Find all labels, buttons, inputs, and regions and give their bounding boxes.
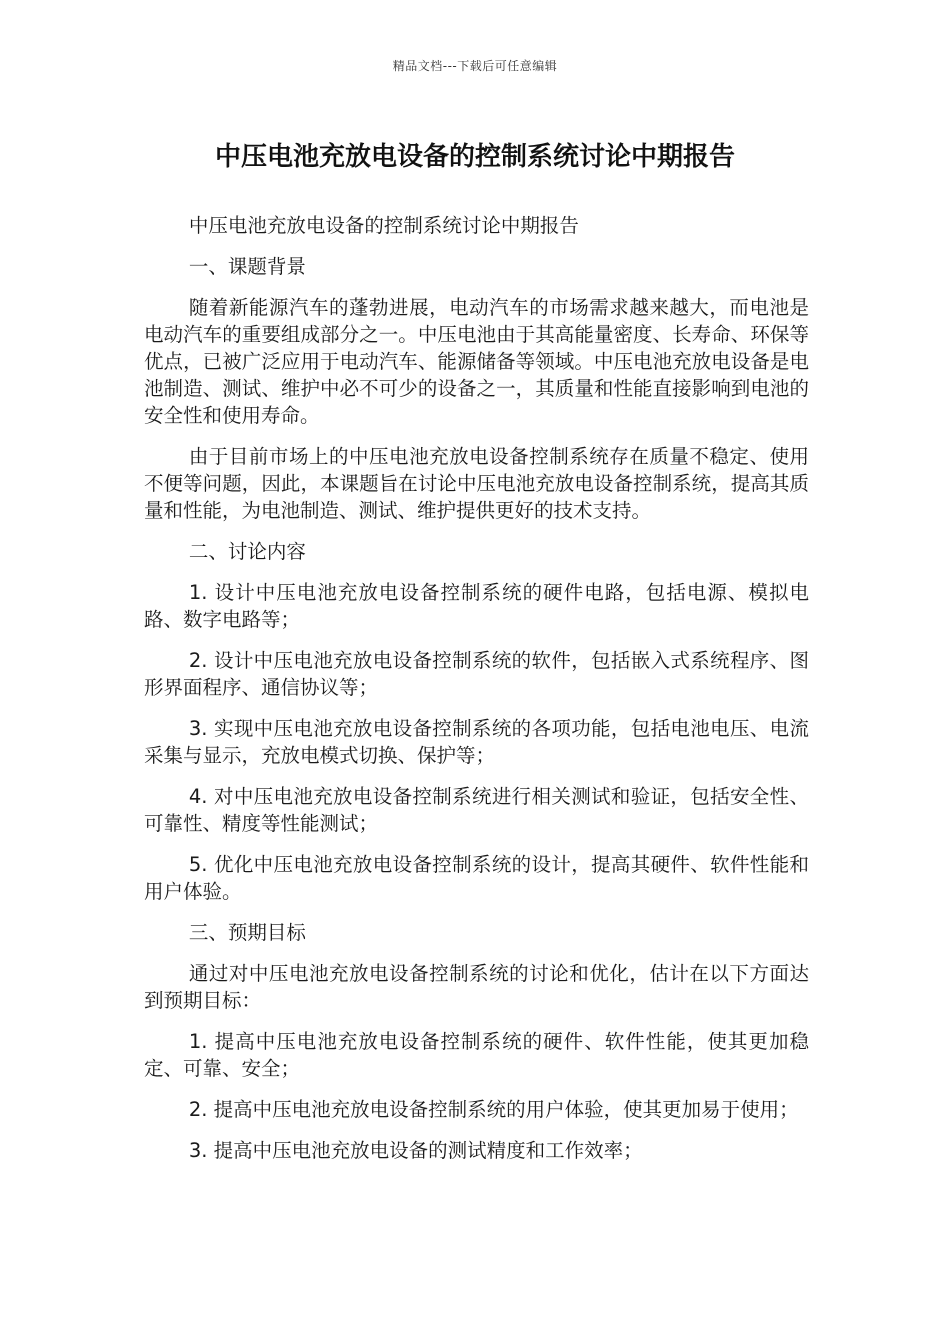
section-heading-goals: 三、预期目标 <box>188 921 306 944</box>
list-item: 1. 提高中压电池充放电设备控制系统的硬件、软件性能，使其更加稳定、可靠、安全； <box>144 1030 809 1080</box>
list-item: 1. 设计中压电池充放电设备控制系统的硬件电路，包括电源、模拟电路、数字电路等； <box>144 581 809 631</box>
paragraph: 由于目前市场上的中压电池充放电设备控制系统存在质量不稳定、使用不便等问题，因此，本课题旨在讨论中压电池充放电设备控制系统，提高其质量和性能，为电池制造、测试、维护提供更好的技术支持。 <box>144 445 809 522</box>
page-header-note: 精品文档---下载后可任意编辑 <box>392 59 558 73</box>
paragraph: 随着新能源汽车的蓬勃进展，电动汽车的市场需求越来越大，而电池是电动汽车的重要组成部分之一。中压电池由于其高能量密度、长寿命、环保等优点，已被广泛应用于电动汽车、能源储备等领域。中压电池充放电设备是电池制造、测试、维护中必不可少的设备之一，其质量和性能直接影响到电池的安全性和使用寿命。 <box>144 296 809 427</box>
document-title: 中压电池充放电设备的控制系统讨论中期报告 <box>214 142 735 172</box>
list-item: 2. 提高中压电池充放电设备控制系统的用户体验，使其更加易于使用； <box>188 1098 799 1121</box>
section-heading-content: 二、讨论内容 <box>188 540 306 563</box>
list-item: 4. 对中压电池充放电设备控制系统进行相关测试和验证，包括安全性、可靠性、精度等性能测试； <box>144 785 809 835</box>
document-body <box>144 212 809 1178</box>
list-item: 3. 提高中压电池充放电设备的测试精度和工作效率； <box>188 1139 643 1162</box>
section-heading-background: 一、课题背景 <box>188 255 306 278</box>
paragraph-subtitle: 中压电池充放电设备的控制系统讨论中期报告 <box>188 214 579 237</box>
list-item: 3. 实现中压电池充放电设备控制系统的各项功能，包括电池电压、电流采集与显示，充放电模式切换、保护等； <box>144 717 809 767</box>
list-item: 2. 设计中压电池充放电设备控制系统的软件，包括嵌入式系统程序、图形界面程序、通信协议等； <box>144 649 809 699</box>
paragraph: 通过对中压电池充放电设备控制系统的讨论和优化，估计在以下方面达到预期目标： <box>144 962 809 1012</box>
list-item: 5. 优化中压电池充放电设备控制系统的设计，提高其硬件、软件性能和用户体验。 <box>144 853 809 903</box>
